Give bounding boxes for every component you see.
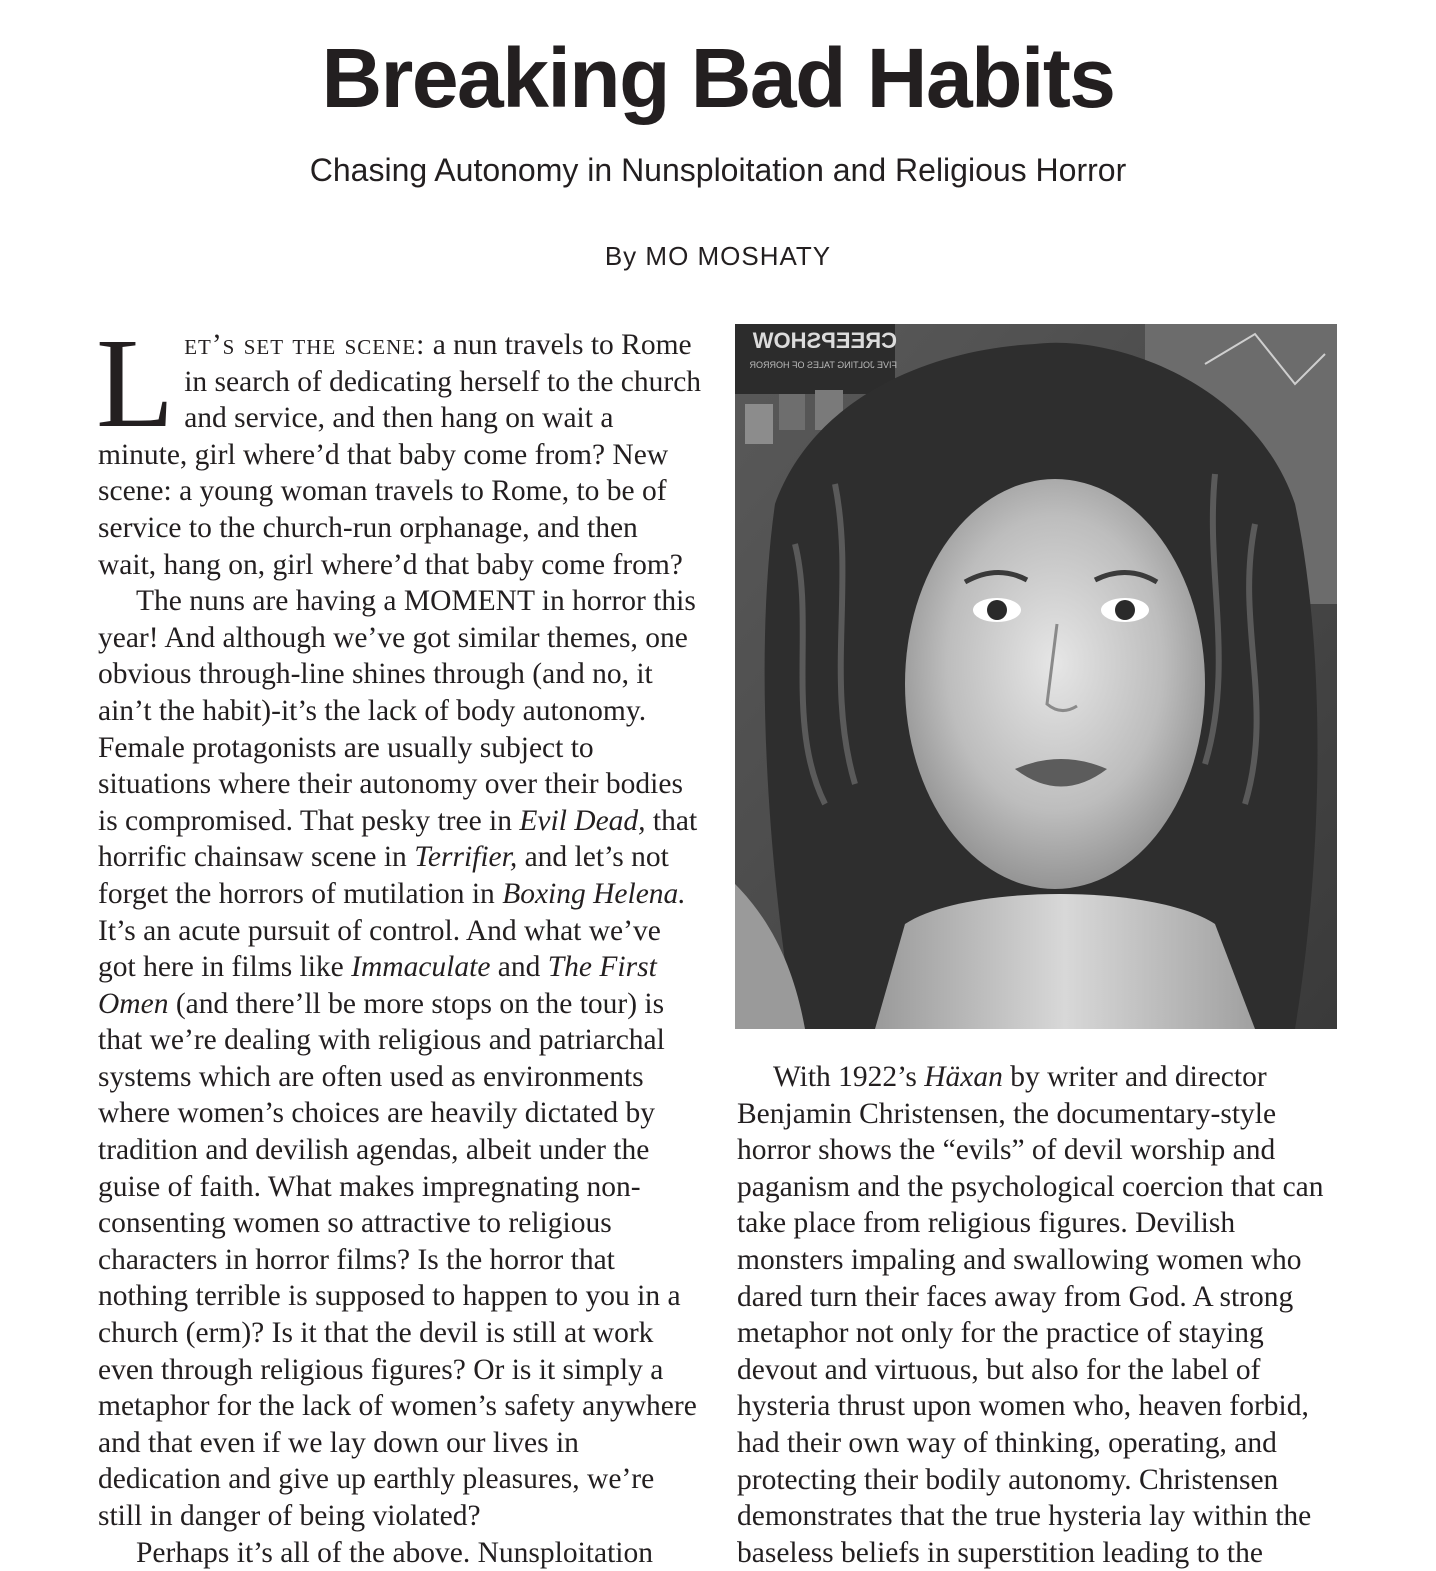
intro-paragraph bbox=[96, 312, 702, 583]
author-name: MO MOSHATY bbox=[645, 241, 832, 271]
left-column bbox=[96, 312, 702, 1571]
portrait-illustration bbox=[735, 324, 1337, 1029]
byline bbox=[0, 240, 1436, 272]
face bbox=[905, 479, 1205, 889]
left-iris bbox=[987, 600, 1007, 620]
body-text: The nuns are having a MOMENT in horror this year! And although we’ve got similar themes, one obvious through-line shines through (and no, it ain’t the habit)-it’s the lack of body autonomy. Female protagonists are usually subject to situations where their autonomy over their bodies is compromised. That pesky tree in bbox=[98, 585, 696, 837]
poster-title: CREEPSHOW bbox=[752, 328, 897, 353]
body-text: With 1922’s bbox=[773, 1061, 925, 1093]
body-text: It’s an acute pursuit of control. And what we’ve got here in films like bbox=[98, 914, 661, 984]
poster-thumbnail bbox=[779, 394, 805, 430]
lead-in: et’s set the scene: bbox=[184, 329, 426, 361]
body-text: (and there’ll be more stops on the tour) is that we’re dealing with religious and patriarchal systems which are often used as environments where women’s choices are heavily dictated by tradition and devilish agendas, albeit under the guise of faith. What makes impregnating non-consenting women so attractive to religious characters in horror films? Is the horror that nothing terrible is supposed to happen to you in a church (erm)? Is it that the devil is still at work even through religious figures? Or is it simply a metaphor for the lack of women’s safety anywhere and that even if we lay down our lives in dedication and give up earthly pleasures, we’re still in danger of being violated? bbox=[98, 987, 697, 1532]
film-title-boxing-helena: Boxing Helena. bbox=[502, 877, 686, 910]
intro-text: a nun travels to Rome in search of dedicating herself to the church and service, and then hang on wait a minute, girl where’d that baby come from? New scene: a young woman travels to Rome, to be of service to the church-run orphanage, and then wait, hang on, girl where’d that baby come from? bbox=[98, 329, 702, 581]
body-text: by writer and director Benjamin Christensen, the documentary-style horror shows the “evils” of devil worship and paganism and the psychological coercion that can take place from religious figures. Devilish monsters impaling and swallowing women who dared turn their faces away from God. A strong metaphor not only for the practice of staying devout and virtuous, but also for the label of hysteria thrust upon women who, heaven forbid, had their own way of thinking, operating, and protecting their bodily autonomy. Christensen demonstrates that the true hysteria lay within the baseless beliefs in superstition leading to the bbox=[737, 1061, 1324, 1569]
author-photo bbox=[735, 324, 1337, 1029]
body-paragraph bbox=[98, 583, 702, 1534]
body-text: that horrific chainsaw scene in bbox=[98, 804, 698, 874]
byline-prefix: By bbox=[604, 241, 638, 271]
poster-thumbnail bbox=[745, 404, 773, 444]
film-title-evil-dead: Evil Dead, bbox=[519, 804, 646, 837]
right-column bbox=[737, 1059, 1337, 1571]
film-title-first-omen: The First Omen bbox=[98, 951, 657, 1020]
body-text: and let’s not forget the horrors of mutilation in bbox=[98, 841, 669, 910]
body-paragraph bbox=[737, 1059, 1337, 1571]
continued-paragraph: Perhaps it’s all of the above. Nunsploitation bbox=[136, 1536, 653, 1569]
body-text: and bbox=[490, 951, 548, 984]
drop-cap: L bbox=[96, 312, 175, 454]
poster-tagline: FIVE JOLTING TALES OF HORROR bbox=[749, 360, 897, 370]
article-subtitle: Chasing Autonomy in Nunsploitation and Religious Horror bbox=[309, 152, 1127, 188]
right-iris bbox=[1115, 600, 1135, 620]
article-title: Breaking Bad Habits bbox=[321, 31, 1115, 125]
film-title-haxan: Häxan bbox=[924, 1061, 1003, 1093]
film-title-immaculate: Immaculate bbox=[351, 951, 491, 984]
film-title-terrifier: Terrifier, bbox=[414, 841, 518, 874]
